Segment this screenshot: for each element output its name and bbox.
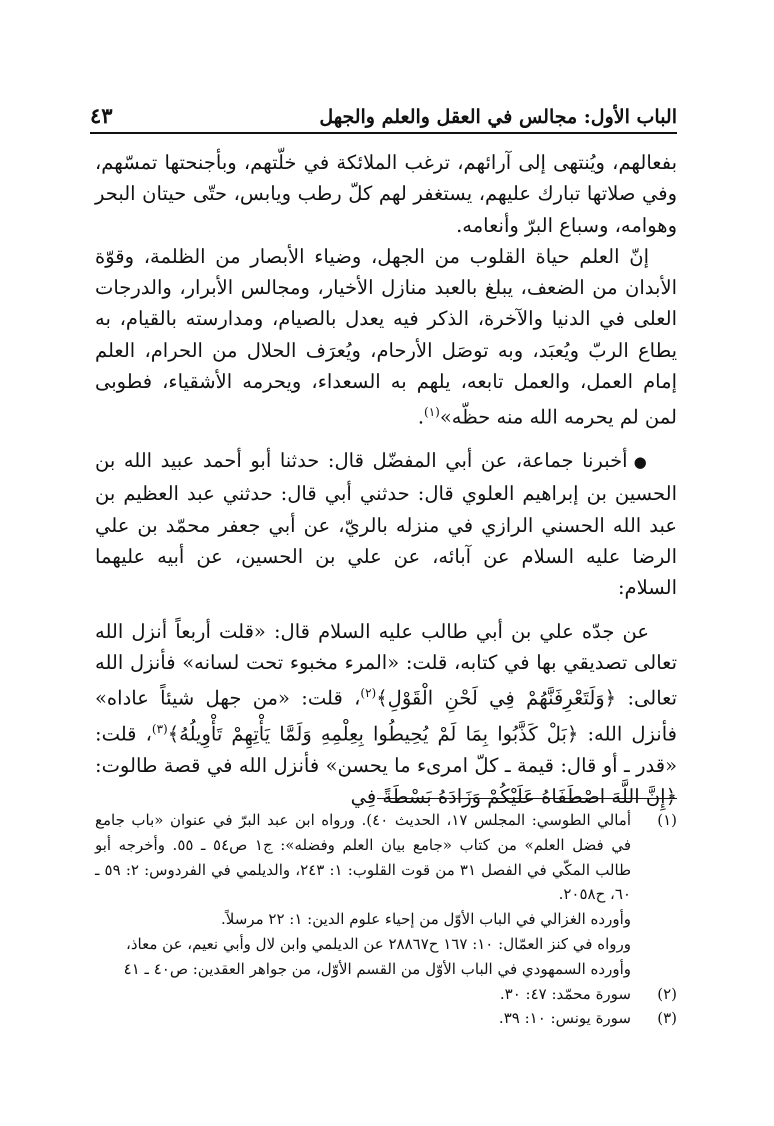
paragraph-2	[95, 241, 677, 433]
footnote-2	[95, 982, 677, 1007]
footnote-ref-1: (١)	[424, 405, 440, 420]
footnote-text: سورة يونس: ١٠: ٣٩.	[498, 1009, 631, 1028]
page-number: ٤٣	[90, 103, 113, 128]
footnote-3	[95, 1006, 677, 1031]
footnote-number: (٢)	[657, 984, 677, 1003]
footnote-ref-3: (٣)	[151, 722, 168, 737]
paragraph-4-text-c: ، قلت: «قدر ـ أو قال: قيمة ـ كلّ امرىء ما يحسن» فأنزل الله في قصة طالوت: ﴿إِنَّ اللَّهَ اصْطَفَاهُ عَلَيْكُمْ وَزَادَهُ بَسْطَةً فِي	[95, 722, 677, 809]
footnote-divider	[377, 798, 677, 799]
running-header	[90, 96, 677, 134]
chapter-title: الباب الأول: مجالس في العقل والعلم والجهل	[319, 106, 677, 128]
bullet-icon: ●	[633, 453, 650, 472]
main-text	[95, 147, 677, 812]
paragraph-2-text: إنّ العلم حياة القلوب من الجهل، وضياء الأبصار من الظلمة، وقوّة الأبدان من الضعف، يبلغ بالعبد منازل الأخيار، ومجالس الأبرار، والدرجات العلى في الدنيا والآخرة، الذكر فيه يعدل بالصيام، ومدارسته بالقيام، به يطاع الربّ ويُعبَد، وبه توصَل الأرحام، ويُعرَف الحلال من الحرام، العلم إمام العمل، والعمل تابعه، يلهم به السعداء، ويحرمه الأشقياء، فطوبى لمن لم يحرمه الله منه حظّه»	[95, 244, 677, 429]
paragraph-4-text-a: عن جدّه علي بن أبي طالب عليه السلام قال: «قلت أربعاً أنزل الله تعالى تصديقي بها في كتابه، قلت: «المرء مخبوء تحت لسانه» فأنزل الله تعالى: ﴿وَلَتَعْرِفَنَّهُمْ فِي لَحْنِ الْقَوْلِ﴾	[95, 619, 677, 710]
footnote-text: أمالي الطوسي: المجلس ١٧، الحديث ٤٠). ورواه ابن عبد البرّ في عنوان «باب جامع في فضل العلم» من كتاب «جامع بيان العلم وفضله»: ج١ ص٥٤ ـ ٥٥. وأخرجه أبو طالب المكّي في الفصل ٣١ من قوت القلوب: ١: ٢٤٣، والديلمي في الفردوس: ٢: ٥٩ ـ ٦٠، ح٢٠٥٨.	[95, 811, 632, 904]
paragraph-4-text-b: ، قلت: «من جهل شيئاً عاداه» فأنزل الله: ﴿بَلْ كَذَّبُوا بِمَا لَمْ يُحِيطُوا بِعِلْمِهِ وَلَمَّا يَأْتِهِمْ تَأْوِيلُهُ﴾	[95, 686, 677, 746]
paragraph-3	[95, 445, 677, 603]
footnote-number: (١)	[657, 811, 677, 829]
paragraph-1: بفعالهم، ويُنتهى إلى آرائهم، ترغب الملائكة في خلّتهم، وبأجنحتها تمسّهم، وفي صلاتها تبارك عليهم، يستغفر لهم كلّ رطب ويابس، حتّى حيتان البحر وهوامه، وسباع البرّ وأنعامه.	[95, 151, 677, 237]
footnote-line: ورواه في كنز العمّال: ١٠: ١٦٧ ح٢٨٨٦٧ عن الديلمي وابن لال وأبي نعيم، عن معاذ،	[126, 934, 631, 953]
footnotes	[95, 808, 677, 1031]
paragraph-3-text: أخبرنا جماعة، عن أبي المفضّل قال: حدثنا أبو أحمد عبيد الله بن الحسين بن إبراهيم العلوي قال: حدثني أبي قال: حدثني عبد العظيم بن عبد الله الحسني الرازي في منزله بالريّ، عن أبي جعفر محمّد بن علي الرضا عليه السلام عن آبائه، عن علي بن الحسين، عن أبيه عليهما السلام:	[95, 449, 677, 600]
footnote-ref-2: (٢)	[360, 686, 377, 701]
paragraph-4	[95, 616, 677, 813]
footnote-line: وأورده الغزالي في الباب الأوّل من إحياء علوم الدين: ١: ٢٢ مرسلاً.	[221, 910, 631, 929]
footnote-text: سورة محمّد: ٤٧: ٣٠.	[499, 984, 631, 1003]
footnote-number: (٣)	[657, 1009, 677, 1028]
footnote-line: وأورده السمهودي في الباب الأوّل من القسم الأوّل، من جواهر العقدين: ص٤٠ ـ ٤١	[123, 959, 631, 978]
paragraph-2-end: .	[417, 405, 425, 429]
footnote-1-continued	[95, 907, 677, 981]
footnote-1	[95, 808, 677, 907]
